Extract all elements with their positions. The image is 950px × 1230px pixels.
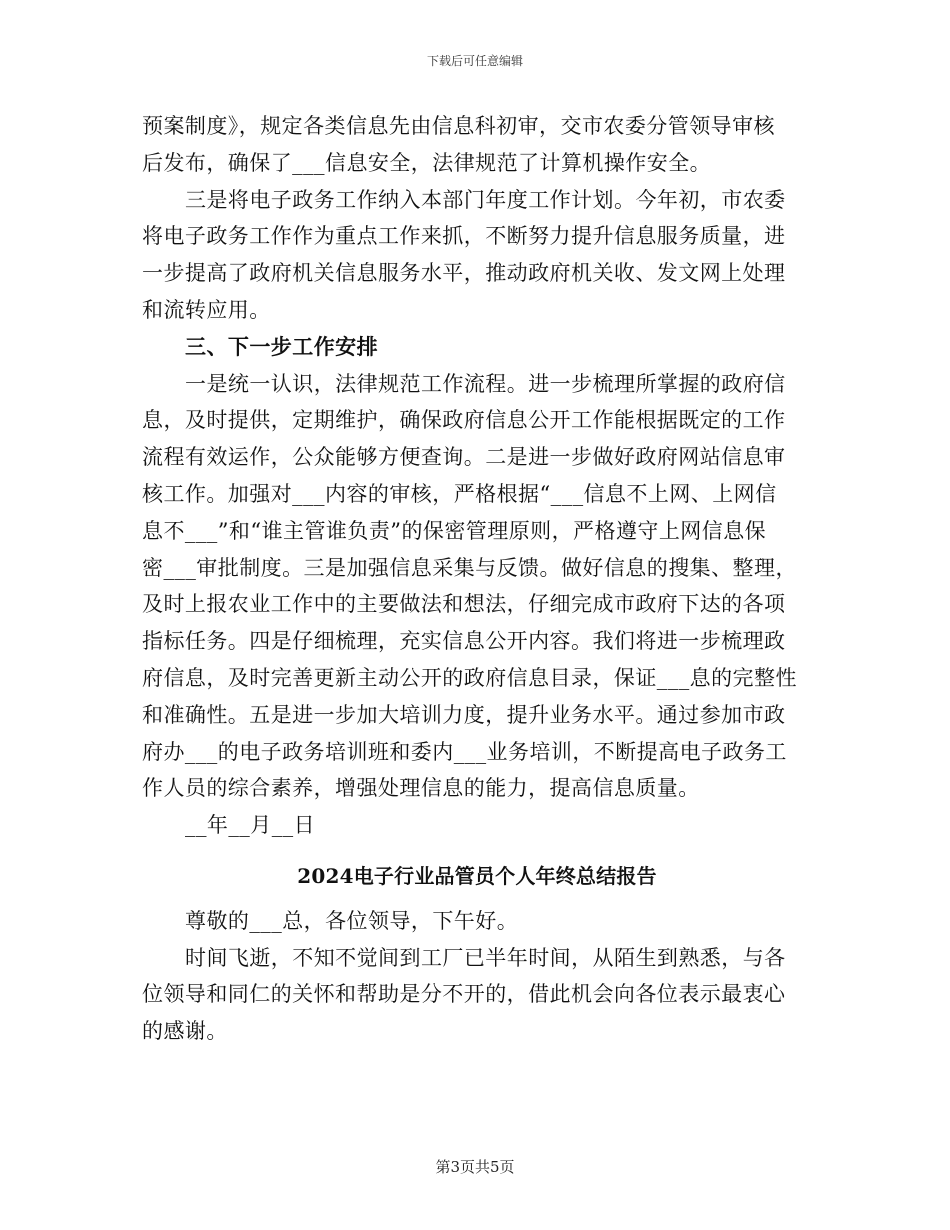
text-line: 密___审批制度。三是加强信息采集与反馈。做好信息的搜集、整理， — [142, 555, 797, 580]
text-line: 府信息，及时完善更新主动公开的政府信息目录，保证___息的完整性 — [142, 665, 797, 690]
text-line: 的感谢。 — [142, 1019, 228, 1044]
text-line: 一步提高了政府机关信息服务水平，推动政府机关收、发文网上处理 — [142, 261, 786, 286]
section-heading: 三、下一步工作安排 — [185, 333, 379, 359]
text-line: 将电子政务工作作为重点工作来抓，不断努力提升信息服务质量，进 — [142, 224, 786, 249]
text-line: 和准确性。五是进一步加大培训力度，提升业务水平。通过参加市政 — [142, 702, 786, 727]
document-body — [142, 108, 812, 1050]
text-line: 预案制度》，规定各类信息先由信息科初审，交市农委分管领导审核 — [142, 114, 775, 138]
page-footer: 第3页共5页 — [435, 1158, 515, 1176]
text-line: 和流转应用。 — [142, 297, 271, 322]
text-line: 息不___”和“谁主管谁负责”的保密管理原则，严格遵守上网信息保 — [142, 518, 767, 543]
text-line: 时间飞逝，不知不觉间到工厂已半年时间，从陌生到熟悉，与各 — [185, 945, 786, 970]
text-line: 作人员的综合素养，增强处理信息的能力，提高信息质量。 — [142, 776, 700, 801]
text-line: 一是统一认识，法律规范工作流程。进一步梳理所掌握的政府信 — [185, 371, 786, 396]
page-header: 下载后可任意编辑 — [426, 54, 523, 68]
document-title: 2024电子行业品管员个人年终总结报告 — [297, 863, 657, 888]
text-line: 指标任务。四是仔细梳理，充实信息公开内容。我们将进一步梳理政 — [142, 629, 786, 654]
text-line: 位领导和同仁的关怀和帮助是分不开的，借此机会向各位表示最衷心 — [142, 982, 786, 1007]
text-line: 核工作。加强对___内容的审核，严格根据“___信息不上网、上网信 — [142, 481, 777, 506]
text-line: 尊敬的___总，各位领导，下午好。 — [185, 908, 519, 933]
text-line: 后发布，确保了___信息安全，法律规范了计算机操作安全。 — [142, 150, 712, 175]
text-line: 息，及时提供，定期维护，确保政府信息公开工作能根据既定的工作 — [142, 408, 786, 433]
text-line: 三是将电子政务工作纳入本部门年度工作计划。今年初，市农委 — [185, 187, 786, 212]
text-line: 及时上报农业工作中的主要做法和想法，仔细完成市政府下达的各项 — [142, 592, 786, 617]
date-line: __年__月__日 — [185, 813, 316, 838]
text-line: 府办___的电子政务培训班和委内___业务培训，不断提高电子政务工 — [142, 739, 787, 764]
text-line: 流程有效运作，公众能够方便查询。二是进一步做好政府网站信息审 — [142, 445, 786, 470]
